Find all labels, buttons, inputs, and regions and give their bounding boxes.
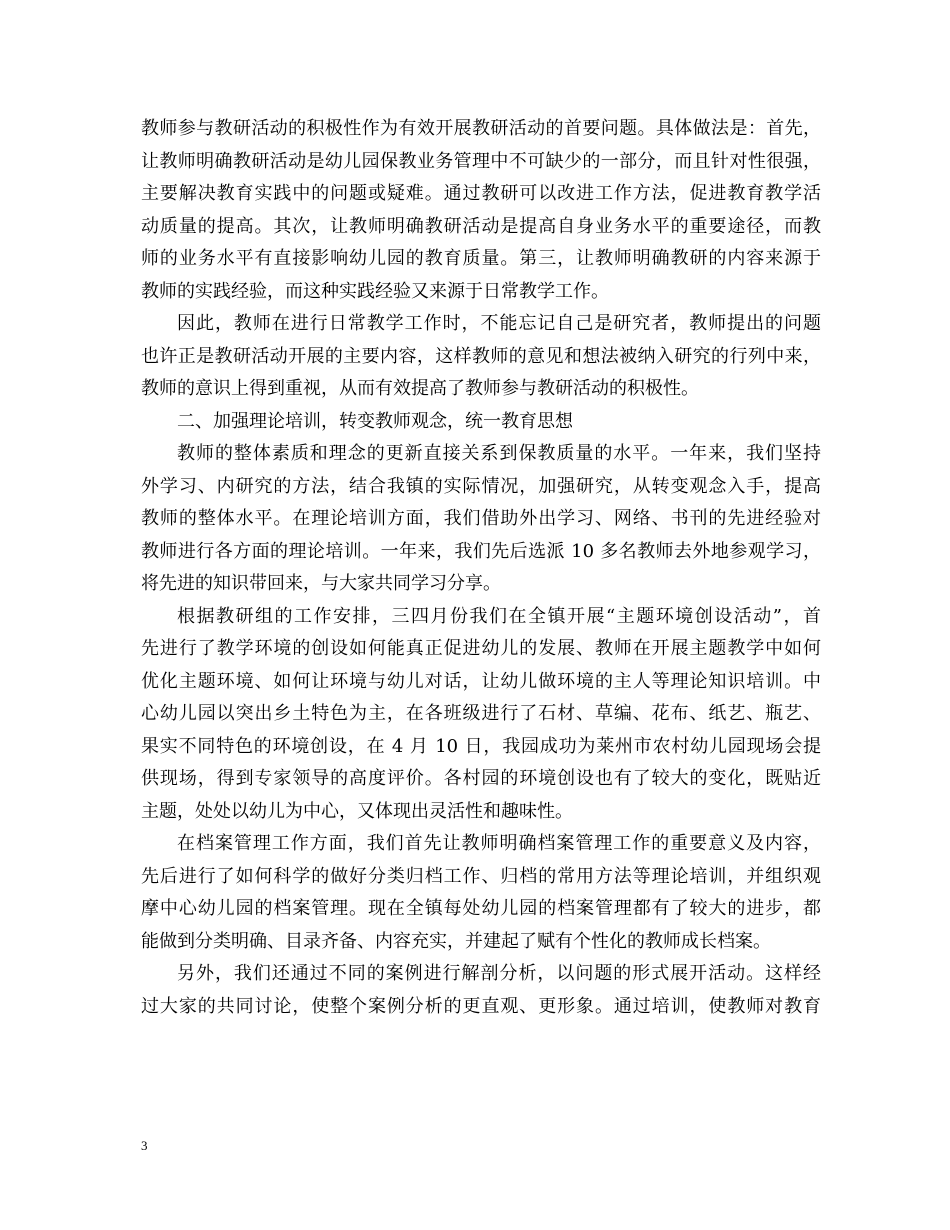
text-line: 动质量的提高。其次，让教师明确教研活动是提高自身业务水平的重要途径，而教 [141,215,821,237]
text-line: 也许正是教研活动开展的主要内容，这样教师的意见和想法被纳入研究的行列中来， [141,345,821,367]
text-line: 根据教研组的工作安排，三四月份我们在全镇开展“主题环境创设活动”，首 [177,605,821,627]
text-line: 过大家的共同讨论，使整个案例分析的更直观、更形象。通过培训，使教师对教育 [141,995,821,1017]
document-body [141,113,821,1023]
paragraph [141,113,821,308]
text-line: 让教师明确教研活动是幼儿园保教业务管理中不可缺少的一部分，而且针对性很强， [141,150,821,172]
text-line: 先后进行了如何科学的做好分类归档工作、归档的常用方法等理论培训，并组织观 [141,865,821,887]
text-line: 二、加强理论培训，转变教师观念，统一教育思想 [177,410,573,432]
text-line: 教师的整体水平。在理论培训方面，我们借助外出学习、网络、书刊的先进经验对 [141,508,821,529]
text-line: 教师的意识上得到重视，从而有效提高了教师参与教研活动的积极性。 [141,378,699,399]
text-line: 心幼儿园以突出乡土特色为主，在各班级进行了石材、草编、花布、纸艺、瓶艺、 [141,703,821,724]
text-line: 外学习、内研究的方法，结合我镇的实际情况，加强研究，从转变观念入手，提高 [141,475,821,497]
text-line: 师的业务水平有直接影响幼儿园的教育质量。第三，让教师明确教研的内容来源于 [141,248,821,269]
paragraph [141,406,821,439]
text-line: 将先进的知识带回来，与大家共同学习分享。 [141,573,501,594]
text-line: 教师进行各方面的理论培训。一年来，我们先后选派 10 多名教师去外地参观学习， [141,540,821,562]
text-line: 优化主题环境、如何让环境与幼儿对话，让幼儿做环境的主人等理论知识培训。中 [141,670,821,692]
text-line: 先进行了教学环境的创设如何能真正促进幼儿的发展、教师在开展主题教学中如何 [141,638,821,659]
text-line: 教师的整体素质和理念的更新直接关系到保教质量的水平。一年来，我们坚持 [177,443,821,464]
text-line: 供现场，得到专家领导的高度评价。各村园的环境创设也有了较大的变化，既贴近 [141,768,821,789]
text-line: 主题，处处以幼儿为中心，又体现出灵活性和趣味性。 [141,800,573,822]
text-line: 教师参与教研活动的积极性作为有效开展教研活动的首要问题。具体做法是：首先， [141,118,821,139]
text-line: 在档案管理工作方面，我们首先让教师明确档案管理工作的重要意义及内容， [177,833,821,854]
paragraph [141,828,821,958]
text-line: 能做到分类明确、目录齐备、内容充实，并建起了赋有个性化的教师成长档案。 [141,930,771,952]
text-line: 主要解决教育实践中的问题或疑难。通过教研可以改进工作方法，促进教育教学活 [141,183,821,204]
text-line: 果实不同特色的环境创设，在 4 月 10 日，我园成功为莱州市农村幼儿园现场会提 [141,735,821,757]
text-line: 摩中心幼儿园的档案管理。现在全镇每处幼儿园的档案管理都有了较大的进步，都 [141,898,821,919]
text-line: 因此，教师在进行日常教学工作时，不能忘记自己是研究者，教师提出的问题 [177,313,821,334]
paragraph [141,601,821,829]
page-number: 3 [141,1138,148,1153]
text-line: 另外，我们还通过不同的案例进行解剖分析，以问题的形式展开活动。这样经 [177,963,821,984]
paragraph [141,308,821,406]
paragraph [141,958,821,1023]
text-line: 教师的实践经验，而这种实践经验又来源于日常教学工作。 [141,280,609,302]
paragraph [141,438,821,601]
